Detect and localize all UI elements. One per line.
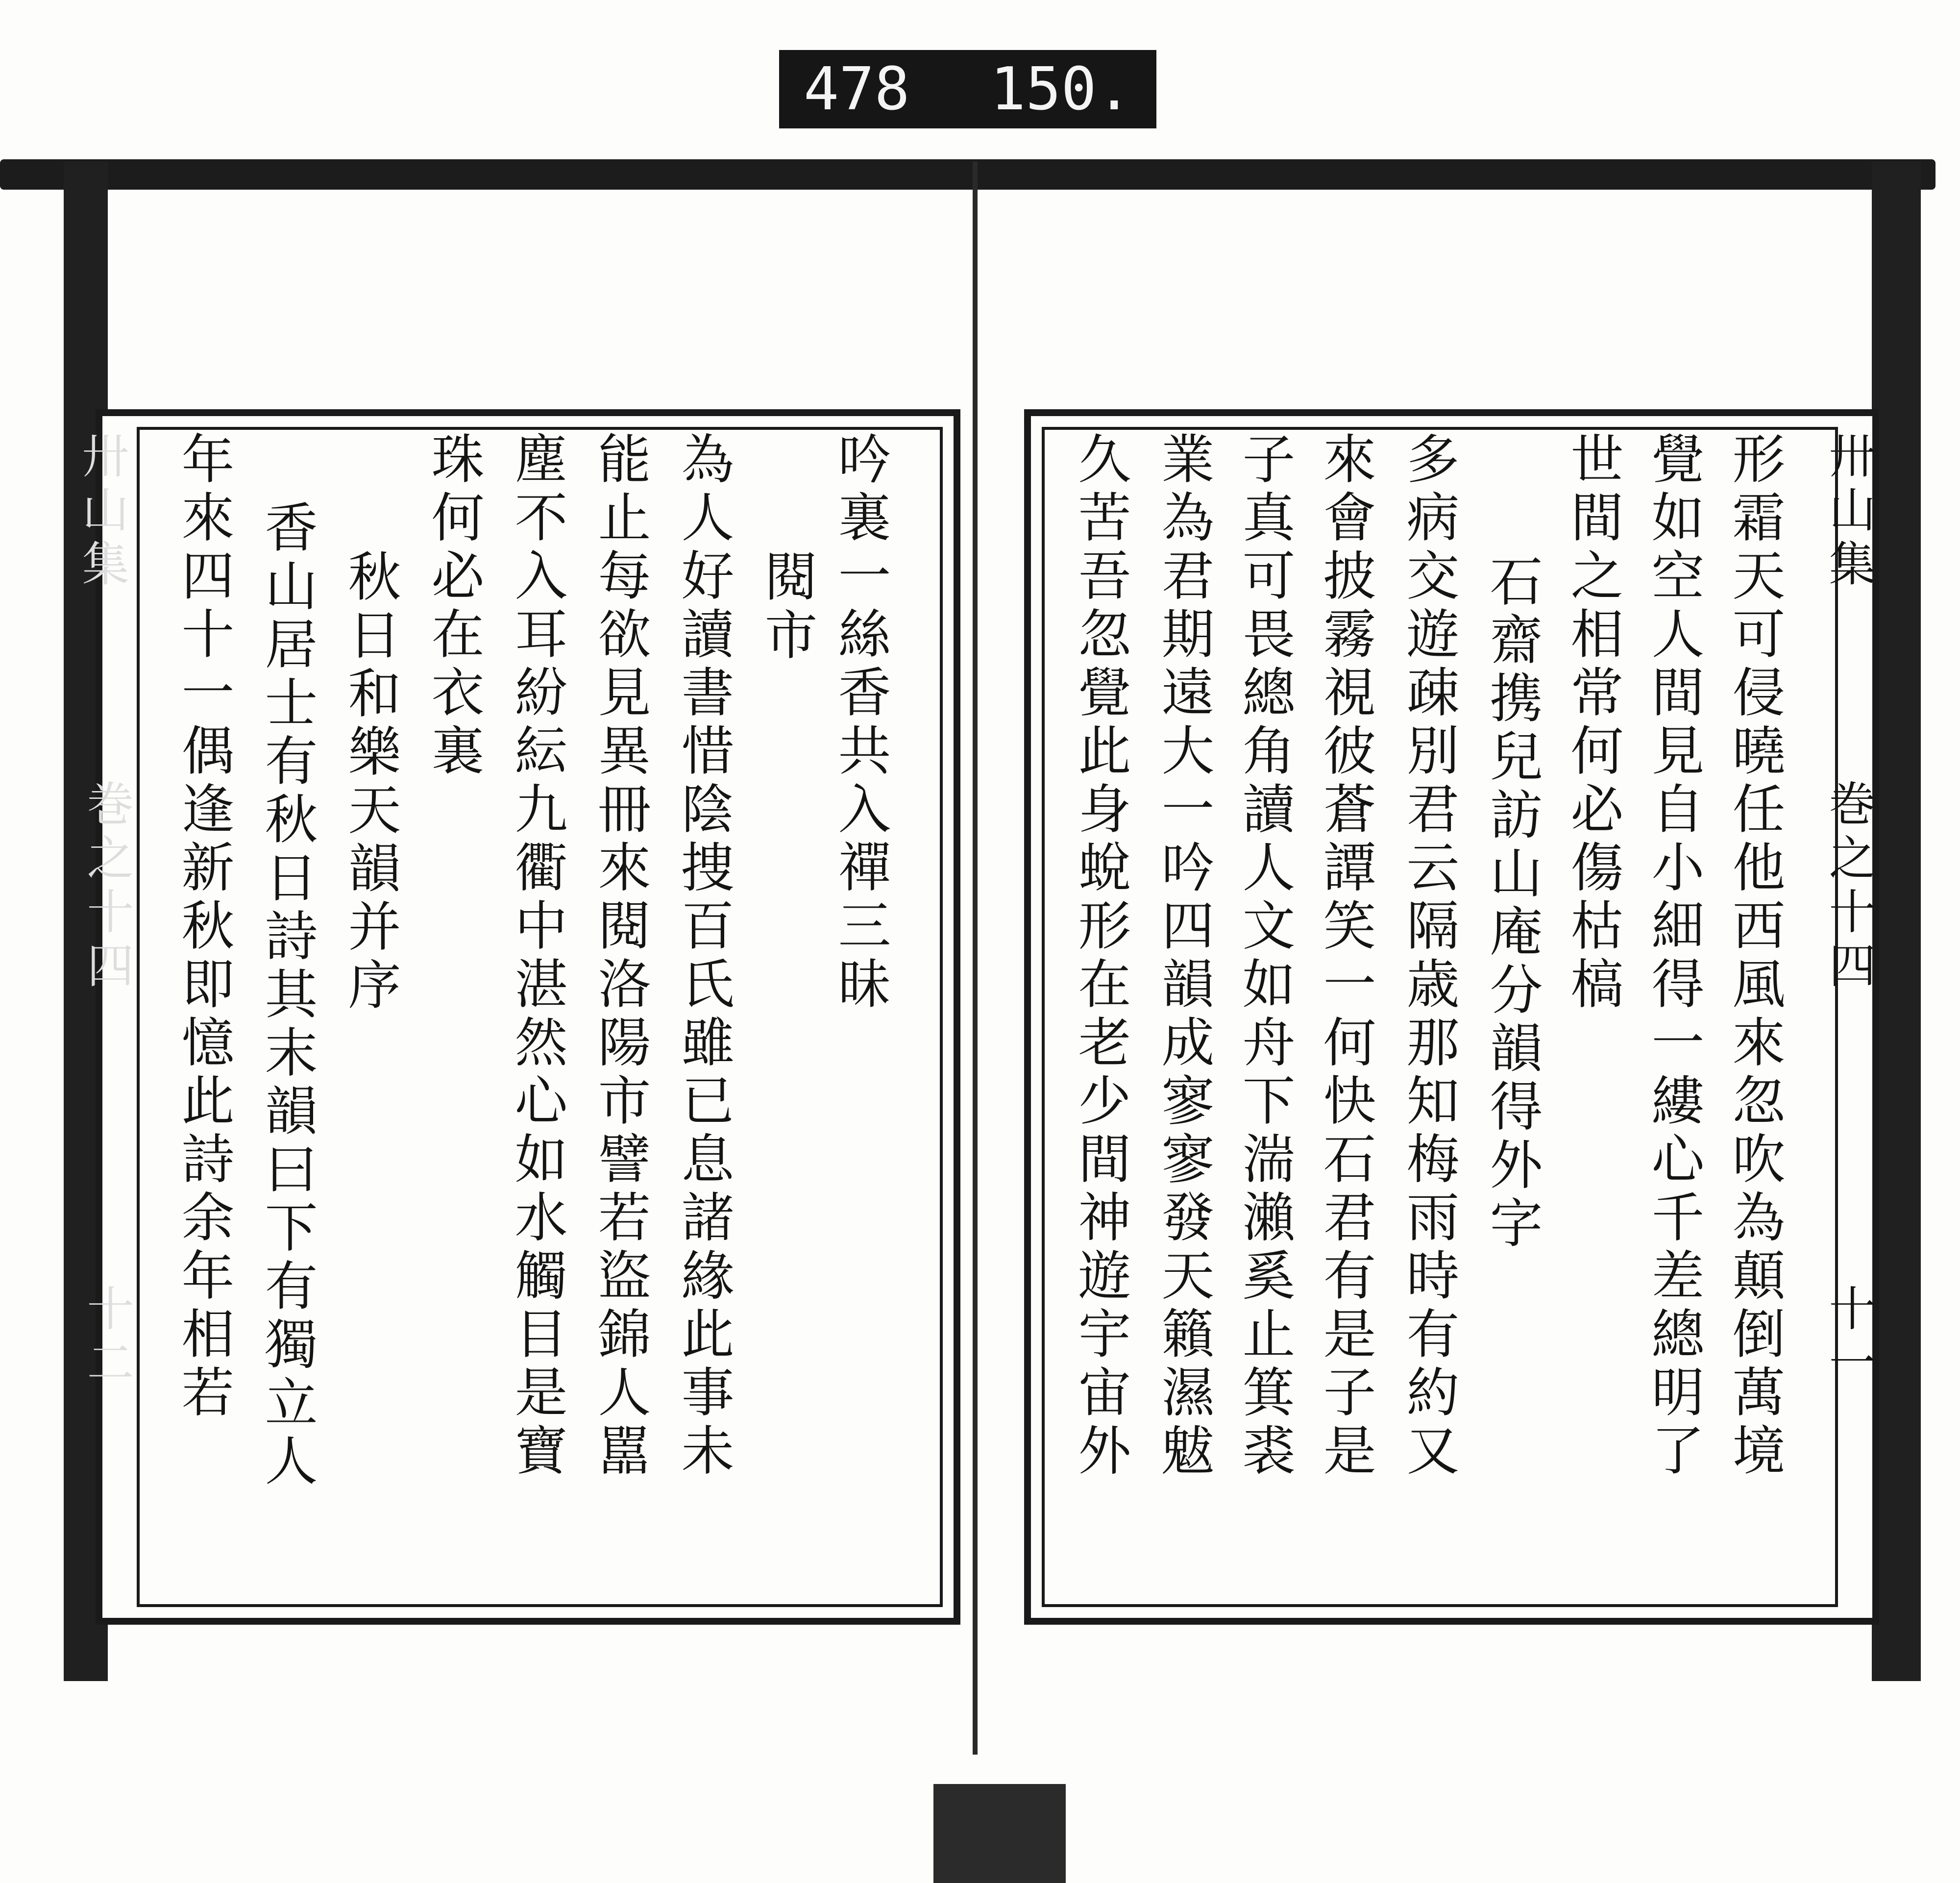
left-col-3: 為人好讀書惜陰捜百氏雖已息諸緣此事未: [672, 431, 734, 1481]
right-edge-title: 卅山集: [1821, 431, 1876, 593]
left-col-7: 秋日和樂天韻并序: [339, 549, 400, 1016]
microfilm-frame-label: [779, 50, 1156, 128]
left-col-6: 珠何必在衣裏: [422, 431, 484, 781]
right-col-4: 石齋携兒訪山庵分韻得外字: [1481, 554, 1542, 1254]
right-col-8: 業為君期遠大一吟四韻成寥寥發天籟濕魃: [1152, 431, 1214, 1481]
right-edge-leaf: 十一: [1821, 1284, 1876, 1392]
left-edge-volume: 巻之十四: [79, 779, 134, 995]
frame-number: 150.: [990, 55, 1132, 124]
right-col-6: 來會披霧視彼蒼譚笑一何快石君有是子是: [1314, 431, 1375, 1481]
right-edge-volume: 巻之十四: [1821, 779, 1876, 995]
left-col-2: 閱市: [756, 549, 817, 666]
left-col-5: 塵不入耳紛紜九衢中湛然心如水觸目是寶: [506, 431, 567, 1481]
reel-number: 478: [804, 55, 910, 124]
left-col-1: 吟裏一絲香共入禪三昧: [829, 431, 890, 1015]
book-gutter: [973, 162, 978, 1755]
right-col-2: 覺如空人間見自小細得一縷心千差總明了: [1642, 431, 1704, 1481]
left-col-8: 香山居士有秋日詩其末韻曰下有獨立人: [256, 500, 317, 1491]
left-col-9: 年來四十一偶逢新秋即憶此詩余年相若: [172, 431, 234, 1423]
left-edge-leaf: 十二: [79, 1284, 134, 1392]
right-col-5: 多病交遊疎別君云隔歳那知梅雨時有約又: [1397, 431, 1459, 1481]
right-col-3: 世間之相常何必傷枯槁: [1562, 431, 1623, 1015]
left-edge-title: 卅山集: [74, 431, 129, 593]
binding-tab: [933, 1784, 1066, 1883]
right-col-1: 形霜天可侵曉任他西風來忽吹為顛倒萬境: [1723, 431, 1785, 1481]
right-col-7: 子真可畏總角讀人文如舟下湍瀨奚止箕裘: [1233, 431, 1295, 1481]
right-col-9: 久苦吾忽覺此身蛻形在老少間神遊宇宙外: [1069, 431, 1130, 1481]
left-col-4: 能止每欲見異冊來閱洛陽市譬若盜錦人嚚: [589, 431, 650, 1481]
book-top-edge: [0, 159, 1936, 190]
